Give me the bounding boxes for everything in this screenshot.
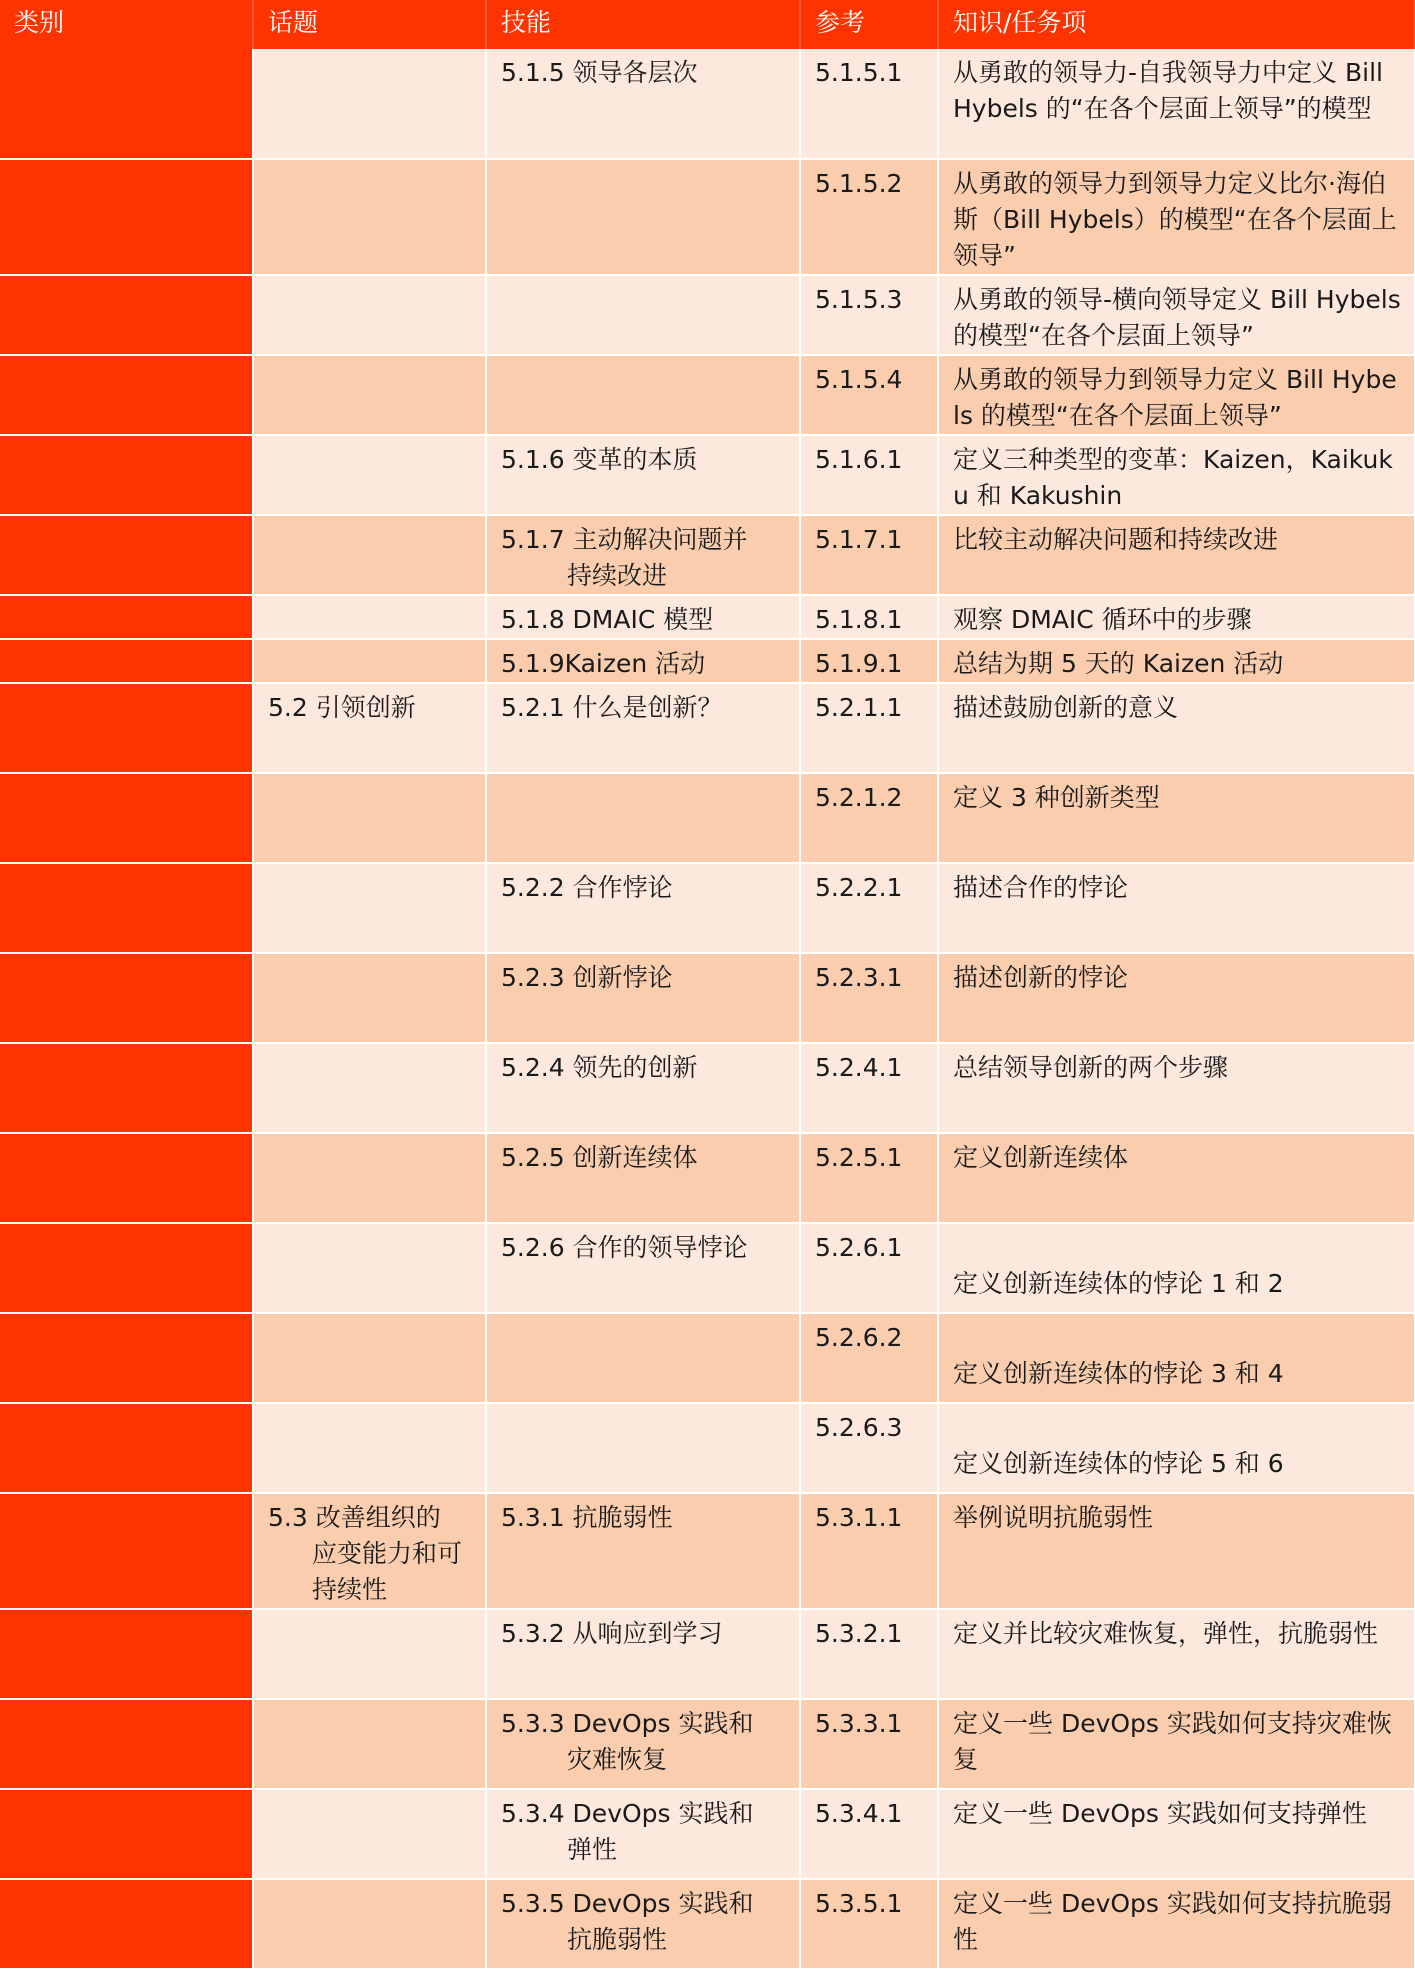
header-skill: 技能 [486,0,800,49]
topic-cell [253,1133,486,1223]
skill-text: 5.2.6 合作的领导悖论 [501,1233,748,1262]
reference-cell: 5.1.5.2 [800,159,938,275]
skill-text: 5.2.1 什么是创新？ [501,693,723,722]
reference-cell: 5.3.4.1 [800,1789,938,1879]
topic-cell [253,1609,486,1699]
topic-text-continued: 应变能力和可持续性 [312,1539,463,1604]
reference-cell: 5.3.3.1 [800,1699,938,1789]
table-row [0,639,1415,683]
category-cell [0,1313,253,1403]
skill-cell [486,683,800,773]
topic-cell [253,1493,486,1609]
task-cell [938,1313,1415,1403]
reference-cell: 5.1.7.1 [800,515,938,595]
task-cell [938,595,1415,639]
reference-cell: 5.3.2.1 [800,1609,938,1699]
skill-cell [486,1133,800,1223]
table-row [0,1133,1415,1223]
reference-cell: 5.3.1.1 [800,1493,938,1609]
table-row [0,355,1415,435]
skill-text: 5.1.8 DMAIC 模型 [501,605,714,634]
topic-cell [253,773,486,863]
task-cell [938,1043,1415,1133]
task-cell [938,515,1415,595]
skill-cell [486,275,800,355]
reference-cell: 5.2.1.2 [800,773,938,863]
task-cell [938,435,1415,515]
category-cell [0,1879,253,1969]
topic-cell [253,595,486,639]
reference-cell: 5.2.4.1 [800,1043,938,1133]
task-text: 从勇敢的领导力到领导力定义 Bill Hybels 的模型“在各个层面上领导” [953,365,1397,430]
skill-cell [486,1609,800,1699]
skill-text: 5.3.4 DevOps 实践和 [501,1799,754,1828]
topic-cell [253,1403,486,1493]
topic-cell [253,863,486,953]
category-cell [0,595,253,639]
task-text: 定义 3 种创新类型 [953,783,1160,812]
reference-cell: 5.1.9.1 [800,639,938,683]
topic-cell [253,683,486,773]
task-cell [938,1609,1415,1699]
table-row [0,1789,1415,1879]
task-text: 定义一些 DevOps 实践如何支持灾难恢复 [953,1709,1392,1774]
task-text: 从勇敢的领导-横向领导定义 Bill Hybels 的模型“在各个层面上领导” [953,285,1401,350]
reference-cell: 5.2.1.1 [800,683,938,773]
task-cell [938,639,1415,683]
skill-cell [486,435,800,515]
category-cell [0,159,253,275]
skill-text: 5.1.5 领导各层次 [501,58,698,87]
reference-cell: 5.2.6.3 [800,1403,938,1493]
skill-text: 5.2.3 创新悖论 [501,963,673,992]
task-text: 定义三种类型的变革：Kaizen，Kaikuku 和 Kakushin [953,445,1393,510]
table-row [0,1609,1415,1699]
category-cell [0,435,253,515]
task-text: 比较主动解决问题和持续改进 [953,525,1279,554]
category-cell [0,683,253,773]
skill-text: 5.3.3 DevOps 实践和 [501,1709,754,1738]
skill-cell [486,515,800,595]
table-row [0,159,1415,275]
skill-text: 5.1.6 变革的本质 [501,445,698,474]
reference-cell: 5.2.3.1 [800,953,938,1043]
table-row [0,515,1415,595]
task-text: 观察 DMAIC 循环中的步骤 [953,605,1252,634]
topic-cell [253,1043,486,1133]
task-cell [938,1133,1415,1223]
skill-cell [486,1403,800,1493]
skill-cell [486,773,800,863]
skill-text-continued: 弹性 [567,1835,618,1864]
reference-cell: 5.1.5.3 [800,275,938,355]
task-cell [938,1789,1415,1879]
table-row [0,1403,1415,1493]
header-reference: 参考 [800,0,938,49]
reference-cell: 5.1.6.1 [800,435,938,515]
task-text: 描述鼓励创新的意义 [953,693,1179,722]
category-cell [0,1043,253,1133]
topic-cell [253,515,486,595]
skill-cell [486,953,800,1043]
table-row [0,1493,1415,1609]
task-cell [938,275,1415,355]
task-cell [938,683,1415,773]
task-text: 从勇敢的领导力到领导力定义比尔·海伯斯（Bill Hybels）的模型“在各个层面上领导” [953,169,1397,270]
reference-cell: 5.2.6.1 [800,1223,938,1313]
task-text: 定义一些 DevOps 实践如何支持弹性 [953,1799,1367,1828]
category-cell [0,355,253,435]
skill-cell [486,1493,800,1609]
header-topic: 话题 [253,0,486,49]
reference-cell: 5.1.5.1 [800,49,938,159]
category-cell [0,1789,253,1879]
task-cell [938,1493,1415,1609]
table-row [0,863,1415,953]
table-row [0,49,1415,159]
skill-cell [486,1223,800,1313]
skill-cell [486,1043,800,1133]
task-cell [938,159,1415,275]
task-text: 描述合作的悖论 [953,873,1129,902]
table-row [0,1879,1415,1969]
task-text: 举例说明抗脆弱性 [953,1503,1154,1532]
skill-cell [486,355,800,435]
task-spacer [953,1252,1402,1266]
topic-text: 5.3 改善组织的 [268,1503,441,1532]
skill-cell [486,1313,800,1403]
skill-text: 5.2.4 领先的创新 [501,1053,698,1082]
topic-cell [253,1699,486,1789]
category-cell [0,1699,253,1789]
skill-text: 5.1.9Kaizen 活动 [501,649,706,678]
category-cell [0,773,253,863]
task-text: 定义创新连续体的悖论 3 和 4 [953,1359,1284,1388]
header-category: 类别 [0,0,253,49]
skill-text: 5.2.5 创新连续体 [501,1143,698,1172]
table-row [0,1313,1415,1403]
category-cell [0,1133,253,1223]
table-body [0,49,1415,1969]
reference-cell: 5.2.5.1 [800,1133,938,1223]
topic-cell [253,49,486,159]
category-cell [0,953,253,1043]
table-row [0,773,1415,863]
task-cell [938,953,1415,1043]
category-cell [0,1493,253,1609]
table-row [0,1699,1415,1789]
task-cell [938,355,1415,435]
task-spacer [953,1342,1402,1356]
table-row [0,1043,1415,1133]
table-row [0,275,1415,355]
category-cell [0,639,253,683]
task-cell [938,863,1415,953]
task-text: 定义创新连续体的悖论 1 和 2 [953,1269,1284,1298]
topic-cell [253,355,486,435]
skill-cell [486,595,800,639]
topic-cell [253,435,486,515]
skill-text-continued: 抗脆弱性 [567,1925,668,1954]
skill-text-continued: 持续改进 [567,561,668,590]
table-row [0,435,1415,515]
topic-cell [253,953,486,1043]
task-cell [938,773,1415,863]
header-task: 知识/任务项 [938,0,1415,49]
task-text: 描述创新的悖论 [953,963,1129,992]
category-cell [0,863,253,953]
task-spacer [953,1432,1402,1446]
topic-cell [253,1313,486,1403]
table-row [0,683,1415,773]
task-cell [938,1403,1415,1493]
reference-cell: 5.3.5.1 [800,1879,938,1969]
task-cell [938,1879,1415,1969]
task-text: 定义创新连续体 [953,1143,1129,1172]
table-row [0,1223,1415,1313]
topic-cell [253,1879,486,1969]
task-cell [938,49,1415,159]
category-cell [0,1403,253,1493]
task-cell [938,1223,1415,1313]
topic-cell [253,1789,486,1879]
skill-cell [486,49,800,159]
skill-cell [486,1789,800,1879]
task-text: 定义创新连续体的悖论 5 和 6 [953,1449,1284,1478]
skill-text-continued: 灾难恢复 [567,1745,668,1774]
skill-text: 5.2.2 合作悖论 [501,873,673,902]
task-text: 从勇敢的领导力-自我领导力中定义 Bill Hybels 的“在各个层面上领导”的模型 [953,58,1383,123]
reference-cell: 5.1.8.1 [800,595,938,639]
category-cell [0,515,253,595]
task-text: 定义一些 DevOps 实践如何支持抗脆弱性 [953,1889,1392,1954]
table-row [0,595,1415,639]
skill-text: 5.3.2 从响应到学习 [501,1619,723,1648]
reference-cell: 5.2.2.1 [800,863,938,953]
category-cell [0,275,253,355]
skill-cell [486,639,800,683]
category-cell [0,49,253,159]
topic-text: 5.2 引领创新 [268,693,416,722]
reference-cell: 5.1.5.4 [800,355,938,435]
topic-cell [253,275,486,355]
task-text: 总结为期 5 天的 Kaizen 活动 [953,649,1284,678]
skill-text: 5.3.5 DevOps 实践和 [501,1889,754,1918]
topic-cell [253,159,486,275]
skill-text: 5.3.1 抗脆弱性 [501,1503,673,1532]
task-cell [938,1699,1415,1789]
skill-cell [486,1879,800,1969]
task-text: 定义并比较灾难恢复，弹性，抗脆弱性 [953,1619,1379,1648]
category-cell [0,1609,253,1699]
skill-cell [486,1699,800,1789]
topic-cell [253,639,486,683]
skill-cell [486,159,800,275]
table-row [0,953,1415,1043]
table-header-row [0,0,1415,49]
category-cell [0,1223,253,1313]
task-text: 总结领导创新的两个步骤 [953,1053,1229,1082]
skill-text: 5.1.7 主动解决问题并 [501,525,748,554]
reference-cell: 5.2.6.2 [800,1313,938,1403]
skill-cell [486,863,800,953]
topic-cell [253,1223,486,1313]
